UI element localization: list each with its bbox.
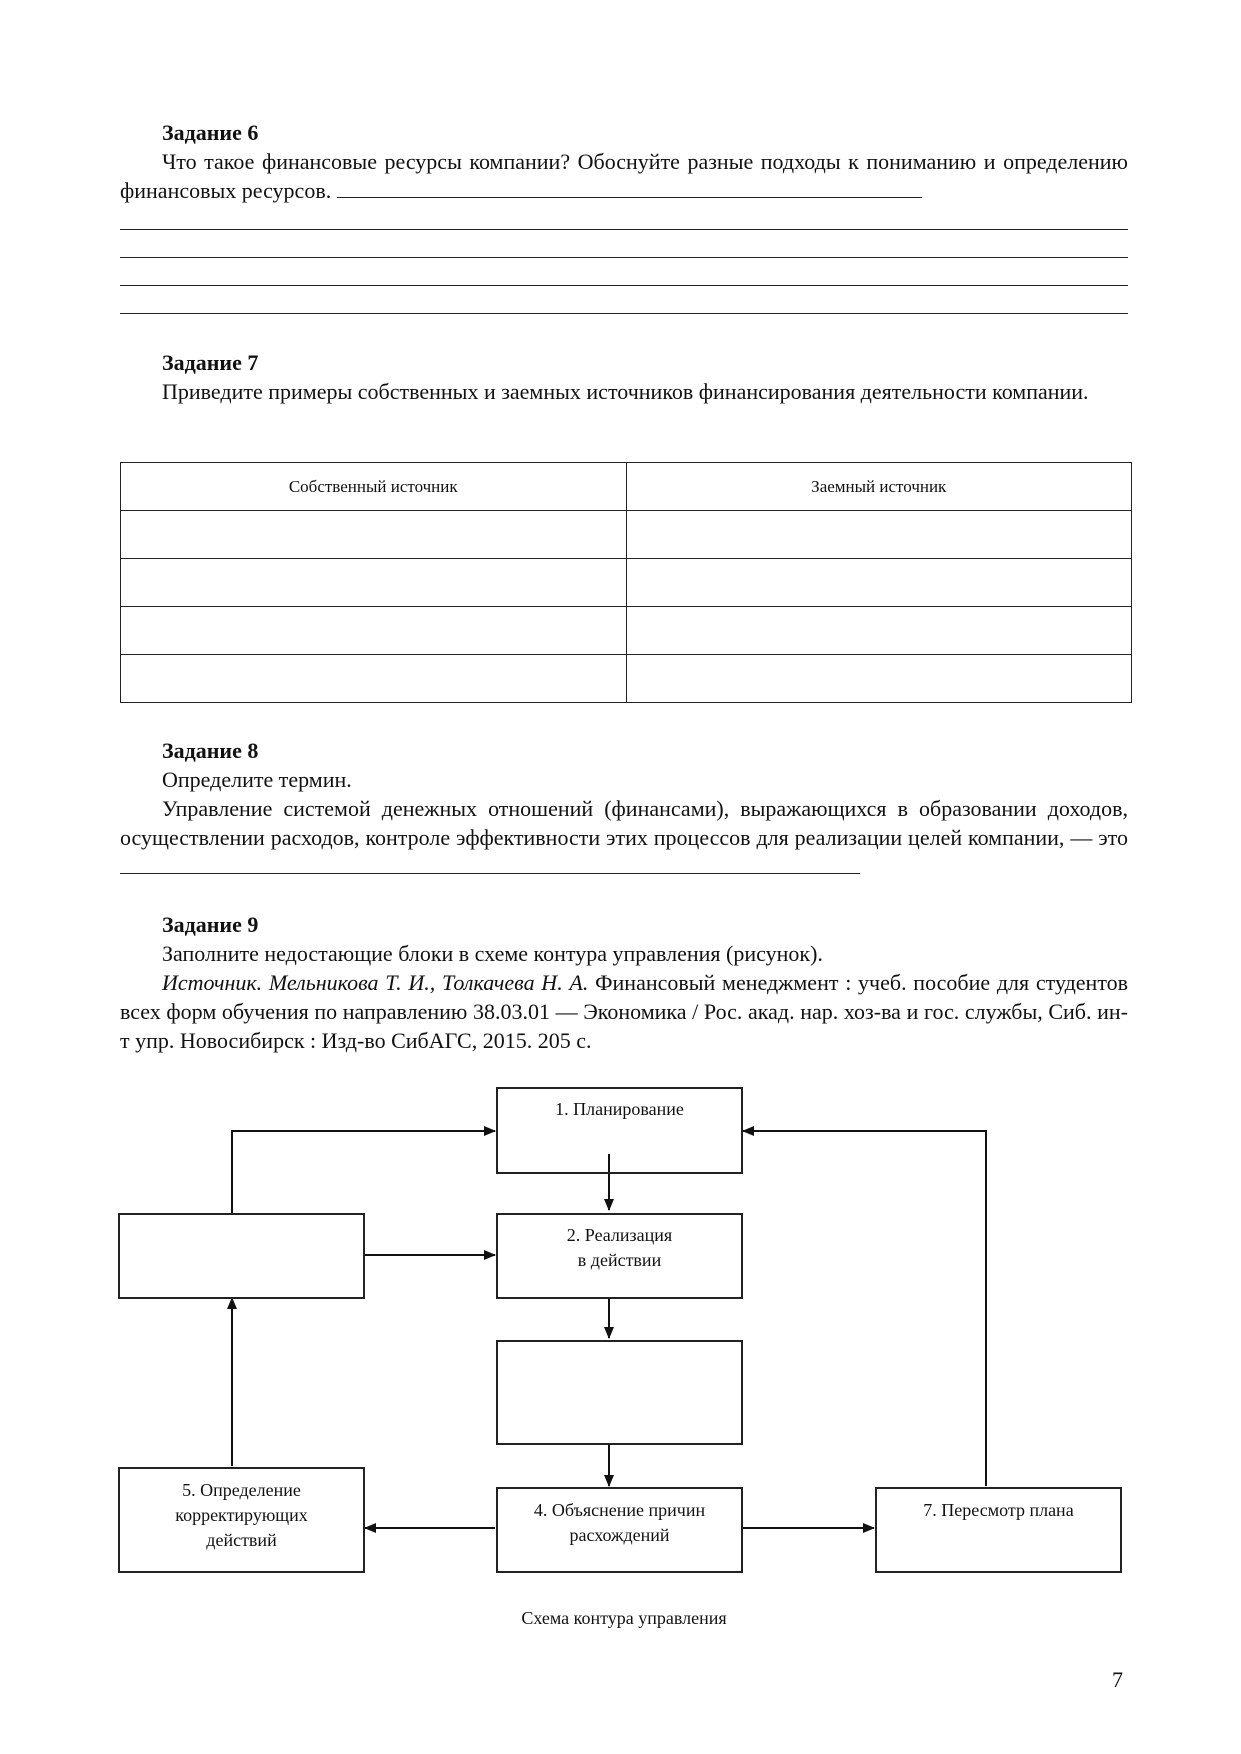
box-planning-label: 1. Планирование [555,1099,684,1119]
task6-heading: Задание 6 [162,120,259,145]
box-implementation-line2: в действии [577,1250,662,1270]
task8-definition-text: Управление системой денежных отношений (финансами), выражающихся в образовании доходов, осуществлении расходов, контроле эффективности этих процессов для реализации целей компании, — это [120,796,1128,850]
task8-instruction: Определите термин. [162,767,352,792]
figure-caption: Схема контура управления [521,1608,727,1628]
box-correction [118,1467,365,1573]
box-explanation-line1: 4. Объяснение причин [533,1500,706,1520]
box-implementation [496,1213,743,1299]
table-header-borrowed: Заемный источник [626,463,1132,511]
box-correction-line2: корректирующих [175,1505,308,1525]
box-implementation-line1: 2. Реализация [566,1225,673,1245]
box-correction-line1: 5. Определение [182,1480,301,1500]
task7-heading: Задание 7 [162,350,259,375]
table-header-own: Собственный источник [121,463,627,511]
box-explanation-line2: расхождений [569,1525,670,1545]
task9-heading: Задание 9 [162,912,259,937]
arrow-review-to-planning [743,1131,986,1486]
source-details: Финансовый менеджмент : учеб. пособие для студентов всех форм обучения по направлению 38.03.01 — Экономика / Рос. акад. нар. хоз-ва и гос. службы, Сиб. ин-т упр. Новосибирск : Изд-во СибАГС, 2015. 205 с. [120,970,1129,1053]
task7-text: Приведите примеры собственных и заемных источников финансирования деятельности компании. [162,379,1089,404]
task8-heading: Задание 8 [162,738,259,763]
box-plan-review [875,1487,1122,1573]
arrow-blank-to-planning [232,1131,495,1213]
box-explanation [496,1487,743,1573]
source-label: Источник. [162,970,263,995]
source-authors: Мельникова Т. И., Толкачева Н. А. [268,970,589,995]
box-blank-3[interactable] [496,1340,743,1445]
box-correction-line3: действий [206,1530,277,1550]
page-number: 7 [1112,1667,1123,1692]
task6-question: Что такое финансовые ресурсы компании? Обоснуйте разные подходы к пониманию и определению финансовых ресурсов. [120,149,1128,203]
task9-instruction: Заполните недостающие блоки в схеме контура управления (рисунок). [162,941,823,966]
box-blank-6[interactable] [118,1213,365,1299]
box-plan-review-label: 7. Пересмотр плана [923,1500,1074,1520]
box-planning [496,1087,743,1174]
